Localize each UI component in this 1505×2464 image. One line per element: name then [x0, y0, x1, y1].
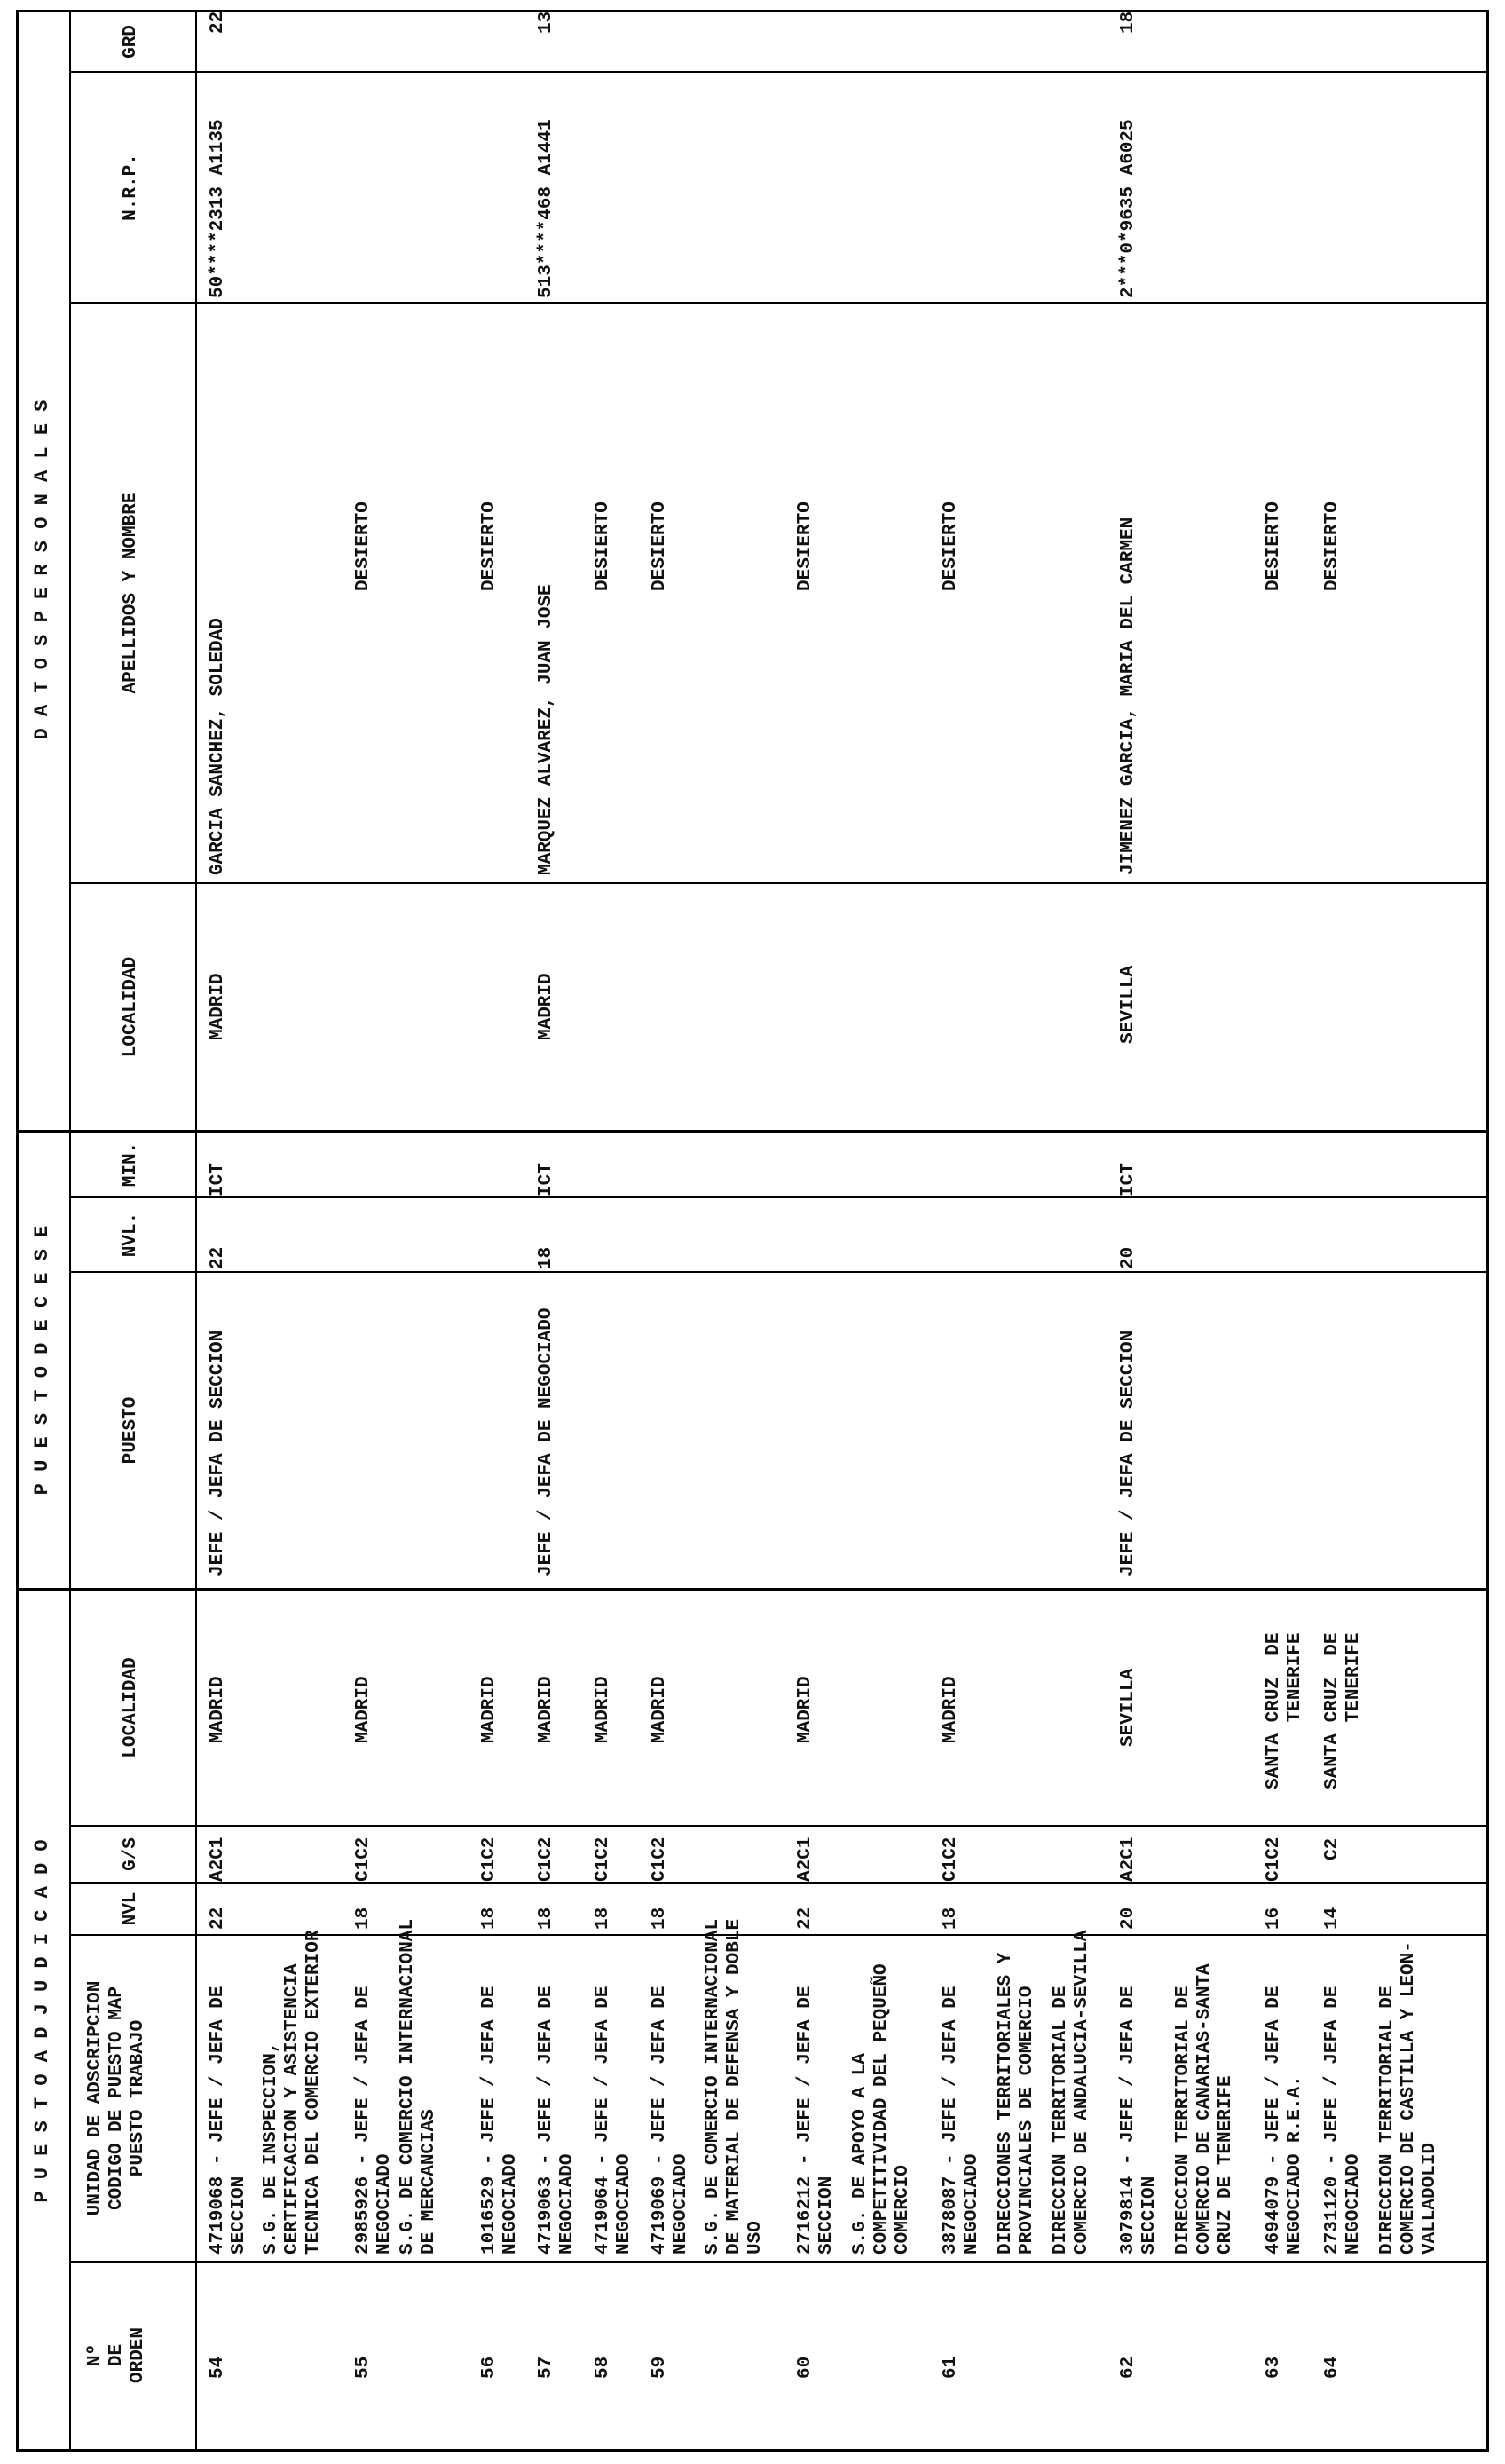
row-orden: 60	[795, 2356, 816, 2379]
row-apellidos: DESIERTO	[479, 501, 500, 591]
row-puesto: 4719068 - JEFE / JEFA DE SECCION	[208, 1986, 249, 2255]
header-grd: GRD	[121, 25, 141, 59]
row-puesto: 3079814 - JEFE / JEFA DE SECCION	[1118, 1986, 1160, 2255]
row-apellidos: DESIERTO	[941, 501, 961, 591]
row-nvl: 22	[208, 1907, 228, 1930]
banner-divider	[69, 10, 71, 2452]
row-orden: 57	[536, 2356, 556, 2379]
row-localidad: MADRID	[353, 1676, 374, 1743]
row-apellidos: GARCIA SANCHEZ, SOLEDAD	[208, 618, 228, 875]
row-localidad: MADRID	[208, 1676, 228, 1743]
col-line	[69, 71, 1489, 73]
col-line	[69, 1825, 1489, 1827]
row-puesto: 2731120 - JEFE / JEFA DE NEGOCIADO	[1322, 1986, 1364, 2255]
row-nvl: 18	[536, 1907, 556, 1930]
col-line	[69, 2261, 1489, 2263]
col-line	[69, 1271, 1489, 1273]
row-orden: 55	[353, 2356, 374, 2379]
row-nvl: 16	[1264, 1907, 1284, 1930]
row-nrp: 513****468 A1441	[536, 119, 556, 298]
header-nrp: N.R.P.	[121, 154, 141, 221]
unit-group-heading: S.G. DE INSPECCION, CERTIFICACION Y ASISTENCIA TECNICA DEL COMERCIO EXTERIOR	[261, 1930, 324, 2255]
row-apellidos: DESIERTO	[795, 501, 816, 591]
header-unidad: UNIDAD DE ADSCRIPCION CODIGO DE PUESTO MAP PUESTO TRABAJO	[85, 1980, 148, 2216]
row-localidad: SANTA CRUZ DE TENERIFE	[1322, 1632, 1364, 1789]
row-puesto: 4719064 - JEFE / JEFA DE NEGOCIADO	[593, 1986, 634, 2255]
unit-group-heading: DIRECCION TERRITORIAL DE COMERCIO DE ANDALUCIA-SEVILLA	[1051, 1930, 1092, 2255]
row-apellidos: JIMENEZ GARCIA, MARIA DEL CARMEN	[1118, 517, 1139, 875]
header-min: MIN.	[121, 1141, 141, 1188]
row-puesto: 4719069 - JEFE / JEFA DE NEGOCIADO	[650, 1986, 691, 2255]
row-gs: A2C1	[1118, 1836, 1139, 1882]
header-orden: Nº DE ORDEN	[85, 2327, 148, 2384]
row-apellidos: DESIERTO	[593, 501, 613, 591]
row-min: ICT	[536, 1163, 556, 1196]
header-puesto-cese: PUESTO	[121, 1396, 141, 1465]
row-nvl: 18	[479, 1907, 500, 1930]
row-nvl: 20	[1118, 1907, 1139, 1930]
row-apellidos: DESIERTO	[650, 501, 670, 591]
row-gs: C1C2	[353, 1836, 374, 1882]
row-nvl: 18	[353, 1907, 374, 1930]
row-orden: 59	[650, 2356, 670, 2379]
row-min: ICT	[208, 1163, 228, 1196]
row-gs: C1C2	[593, 1836, 613, 1882]
row-grd: 22	[208, 11, 228, 34]
col-line	[69, 302, 1489, 304]
row-localidad-cese: SEVILLA	[1118, 965, 1139, 1044]
banner-adjudicado: P U E S T O A D J U D I C A D O	[31, 1839, 53, 2203]
header-apellidos: APELLIDOS Y NOMBRE	[121, 492, 141, 694]
row-orden: 64	[1322, 2356, 1343, 2379]
row-gs: C1C2	[650, 1836, 670, 1882]
header-nvl-cese: NVL.	[121, 1212, 141, 1258]
unit-group-heading: S.G. DE APOYO A LA COMPETITIVIDAD DEL PEQUEÑO COMERCIO	[850, 1963, 913, 2255]
row-gs: C1C2	[941, 1836, 961, 1882]
row-puesto: 4694079 - JEFE / JEFA DE NEGOCIADO R.E.A.	[1264, 1986, 1305, 2255]
row-orden: 58	[593, 2356, 613, 2379]
row-gs: C1C2	[536, 1836, 556, 1882]
row-nvl-cese: 18	[536, 1246, 556, 1269]
row-grd: 13	[536, 11, 556, 34]
row-nvl: 18	[941, 1907, 961, 1930]
border-top	[16, 10, 19, 2452]
header-localidad: LOCALIDAD	[121, 1657, 141, 1758]
unit-group-heading: DIRECCIONES TERRITORIALES Y PROVINCIALES DE COMERCIO	[996, 1952, 1037, 2255]
section-divider	[16, 1130, 1489, 1133]
col-line	[69, 1882, 1489, 1884]
row-localidad: MADRID	[536, 1676, 556, 1743]
row-localidad: MADRID	[795, 1676, 816, 1743]
unit-group-heading: DIRECCION TERRITORIAL DE COMERCIO DE CASTILLA Y LEON- VALLADOLID	[1377, 1941, 1440, 2255]
row-orden: 56	[479, 2356, 500, 2379]
unit-group-heading: DIRECCION TERRITORIAL DE COMERCIO DE CANARIAS-SANTA CRUZ DE TENERIFE	[1173, 1963, 1236, 2255]
row-orden: 54	[208, 2356, 228, 2379]
header-divider	[195, 10, 197, 2452]
row-apellidos: DESIERTO	[1322, 501, 1343, 591]
row-orden: 61	[941, 2356, 961, 2379]
unit-group-heading: S.G. DE COMERCIO INTERNACIONAL DE MATERIAL DE DEFENSA Y DOBLE USO	[703, 1918, 766, 2255]
row-nrp: 2***0*9635 A6025	[1118, 119, 1139, 298]
row-localidad: SANTA CRUZ DE TENERIFE	[1264, 1632, 1305, 1789]
row-apellidos: DESIERTO	[1264, 501, 1284, 591]
row-orden: 63	[1264, 2356, 1284, 2379]
row-localidad: SEVILLA	[1118, 1668, 1139, 1747]
row-nvl-cese: 20	[1118, 1246, 1139, 1269]
row-gs: C2	[1322, 1837, 1343, 1860]
row-puesto: 2716212 - JEFE / JEFA DE SECCION	[795, 1986, 837, 2255]
section-divider	[16, 1588, 1489, 1591]
header-nvl: NVL	[121, 1891, 141, 1926]
row-localidad-cese: MADRID	[208, 973, 228, 1040]
row-nvl: 14	[1322, 1907, 1343, 1930]
row-nrp: 50****2313 A1135	[208, 119, 228, 298]
row-puesto-cese: JEFE / JEFA DE SECCION	[1118, 1330, 1139, 1576]
row-gs: C1C2	[479, 1836, 500, 1882]
row-gs: A2C1	[795, 1836, 816, 1882]
banner-cese: P U E S T O D E C E S E	[31, 1225, 53, 1496]
border-bottom	[1486, 10, 1489, 2452]
col-line	[69, 882, 1489, 884]
row-puesto: 2985926 - JEFE / JEFA DE NEGOCIADO	[353, 1986, 395, 2255]
header-gs: G/S	[121, 1837, 141, 1871]
row-apellidos: MARQUEZ ALVAREZ, JUAN JOSE	[536, 584, 556, 875]
row-nvl: 22	[795, 1907, 816, 1930]
row-localidad: MADRID	[941, 1676, 961, 1743]
row-nvl-cese: 22	[208, 1246, 228, 1269]
row-puesto: 4719063 - JEFE / JEFA DE NEGOCIADO	[536, 1986, 578, 2255]
header-localidad-cese: LOCALIDAD	[121, 956, 141, 1058]
row-nvl: 18	[650, 1907, 670, 1930]
row-localidad-cese: MADRID	[536, 973, 556, 1040]
row-localidad: MADRID	[650, 1676, 670, 1743]
row-grd: 18	[1118, 11, 1139, 34]
col-line	[69, 1196, 1489, 1198]
banner-personales: D A T O S P E R S O N A L E S	[31, 399, 53, 740]
unit-group-heading: S.G. DE COMERCIO INTERNACIONAL DE MERCANCIAS	[398, 1918, 439, 2255]
border-right	[16, 10, 1489, 12]
row-min: ICT	[1118, 1163, 1139, 1196]
row-puesto-cese: JEFE / JEFA DE NEGOCIADO	[536, 1307, 556, 1576]
row-puesto-cese: JEFE / JEFA DE SECCION	[208, 1330, 228, 1576]
row-localidad: MADRID	[479, 1676, 500, 1743]
border-left	[16, 2449, 1489, 2452]
row-gs: C1C2	[1264, 1836, 1284, 1882]
row-puesto: 1016529 - JEFE / JEFA DE NEGOCIADO	[479, 1986, 521, 2255]
row-apellidos: DESIERTO	[353, 501, 374, 591]
row-nvl: 18	[593, 1907, 613, 1930]
row-puesto: 3878087 - JEFE / JEFA DE NEGOCIADO	[941, 1986, 982, 2255]
row-gs: A2C1	[208, 1836, 228, 1882]
row-orden: 62	[1118, 2356, 1139, 2379]
row-localidad: MADRID	[593, 1676, 613, 1743]
